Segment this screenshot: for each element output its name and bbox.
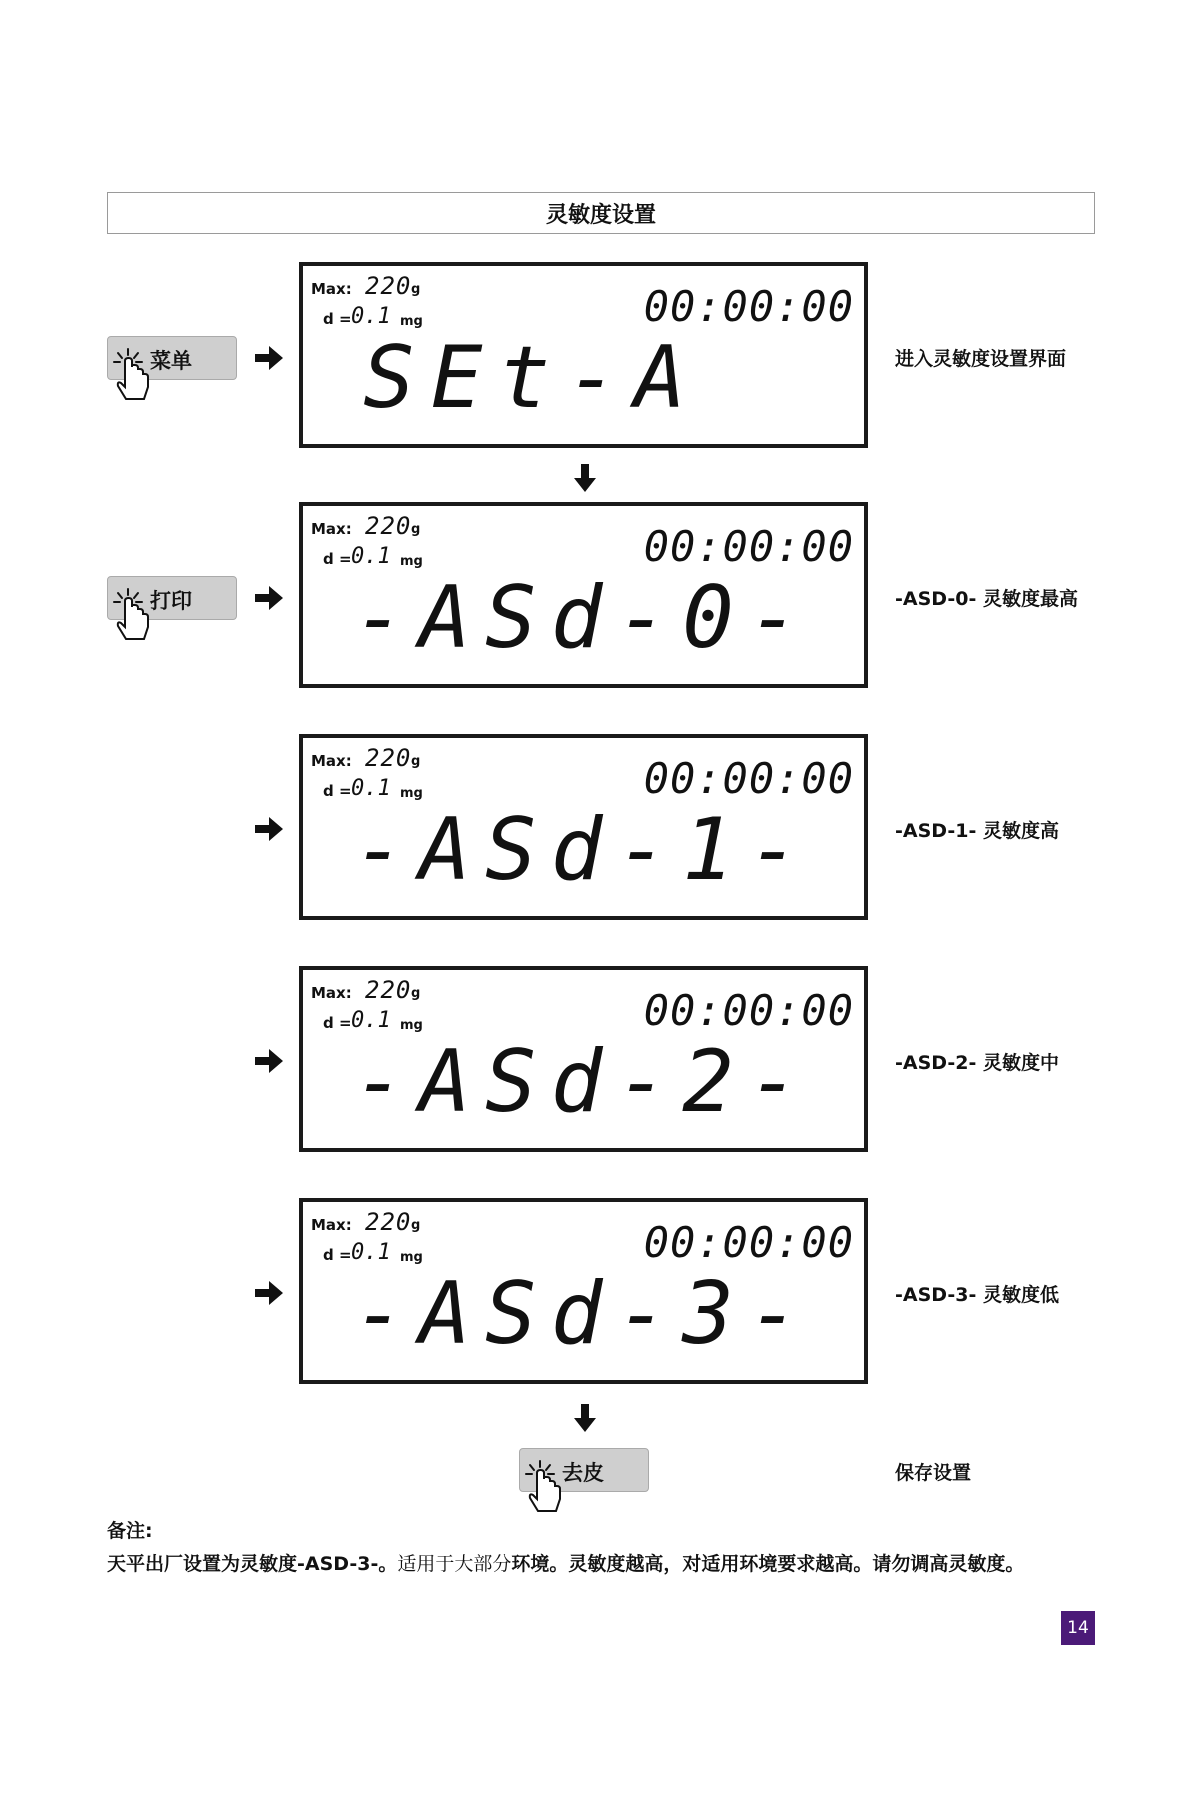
clock-readout: 00:00:00 [643,986,854,1035]
clock-readout: 00:00:00 [643,522,854,571]
step-description: -ASD-1- 灵敏度高 [895,820,1060,842]
arrow-right-icon [255,817,283,841]
max-value: 220 [365,1208,412,1236]
max-label: Max: [311,520,352,538]
max-unit: g [411,986,421,1001]
d-value: 0.1 [351,304,391,329]
d-label: d = [323,1014,352,1032]
save-description: 保存设置 [895,1462,972,1484]
arrow-right-icon [255,1281,283,1305]
max-unit: g [411,282,421,297]
main-readout: -ASd-2- [353,1032,814,1132]
max-unit: g [411,522,421,537]
d-label: d = [323,782,352,800]
note-text-bold-1: 天平出厂设置为灵敏度-ASD-3-。 [107,1553,398,1575]
d-label: d = [323,550,352,568]
arrow-right-icon [255,346,283,370]
lcd-display [299,262,868,448]
main-readout: -ASd-0- [353,568,814,668]
print-button-label: 打印 [150,589,192,613]
d-unit: mg [400,1250,423,1265]
note-text-regular: 适用于大部分 [397,1553,512,1575]
page-number: 14 [1061,1611,1095,1645]
step-description: 进入灵敏度设置界面 [895,348,1067,370]
main-readout: -ASd-3- [353,1264,814,1364]
max-label: Max: [311,984,352,1002]
section-title: 灵敏度设置 [107,192,1095,234]
note-body [107,1549,1024,1576]
lcd-display [299,966,868,1152]
note-text-bold-2: 环境。灵敏度越高，对适用环境要求越高。请勿调高灵敏度。 [511,1553,1025,1575]
max-unit: g [411,754,421,769]
d-unit: mg [400,786,423,801]
max-value: 220 [365,512,412,540]
tap-hand-icon [110,587,154,643]
tare-button[interactable] [519,1448,649,1492]
arrow-right-icon [255,1049,283,1073]
d-unit: mg [400,314,423,329]
max-value: 220 [365,272,412,300]
lcd-display [299,734,868,920]
tare-button-label: 去皮 [562,1461,604,1485]
max-value: 220 [365,976,412,1004]
max-unit: g [411,1218,421,1233]
max-label: Max: [311,752,352,770]
arrow-down-icon [574,464,596,492]
clock-readout: 00:00:00 [643,754,854,803]
step-description: -ASD-2- 灵敏度中 [895,1052,1060,1074]
d-value: 0.1 [351,776,391,801]
step-description: -ASD-3- 灵敏度低 [895,1284,1060,1306]
d-unit: mg [400,1018,423,1033]
d-value: 0.1 [351,544,391,569]
step-description: -ASD-0- 灵敏度最高 [895,588,1079,610]
arrow-right-icon [255,586,283,610]
max-label: Max: [311,280,352,298]
lcd-display [299,1198,868,1384]
d-value: 0.1 [351,1240,391,1265]
tap-hand-icon [110,347,154,403]
max-value: 220 [365,744,412,772]
d-label: d = [323,310,352,328]
lcd-display [299,502,868,688]
menu-button[interactable] [107,336,237,380]
tap-hand-icon [522,1459,566,1515]
main-readout: -ASd-1- [353,800,814,900]
menu-button-label: 菜单 [150,349,192,373]
d-unit: mg [400,554,423,569]
max-label: Max: [311,1216,352,1234]
print-button[interactable] [107,576,237,620]
d-label: d = [323,1246,352,1264]
clock-readout: 00:00:00 [643,1218,854,1267]
d-value: 0.1 [351,1008,391,1033]
arrow-down-icon [574,1404,596,1432]
clock-readout: 00:00:00 [643,282,854,331]
main-readout: SEt-A [363,328,702,428]
note-title: 备注: [107,1520,153,1542]
